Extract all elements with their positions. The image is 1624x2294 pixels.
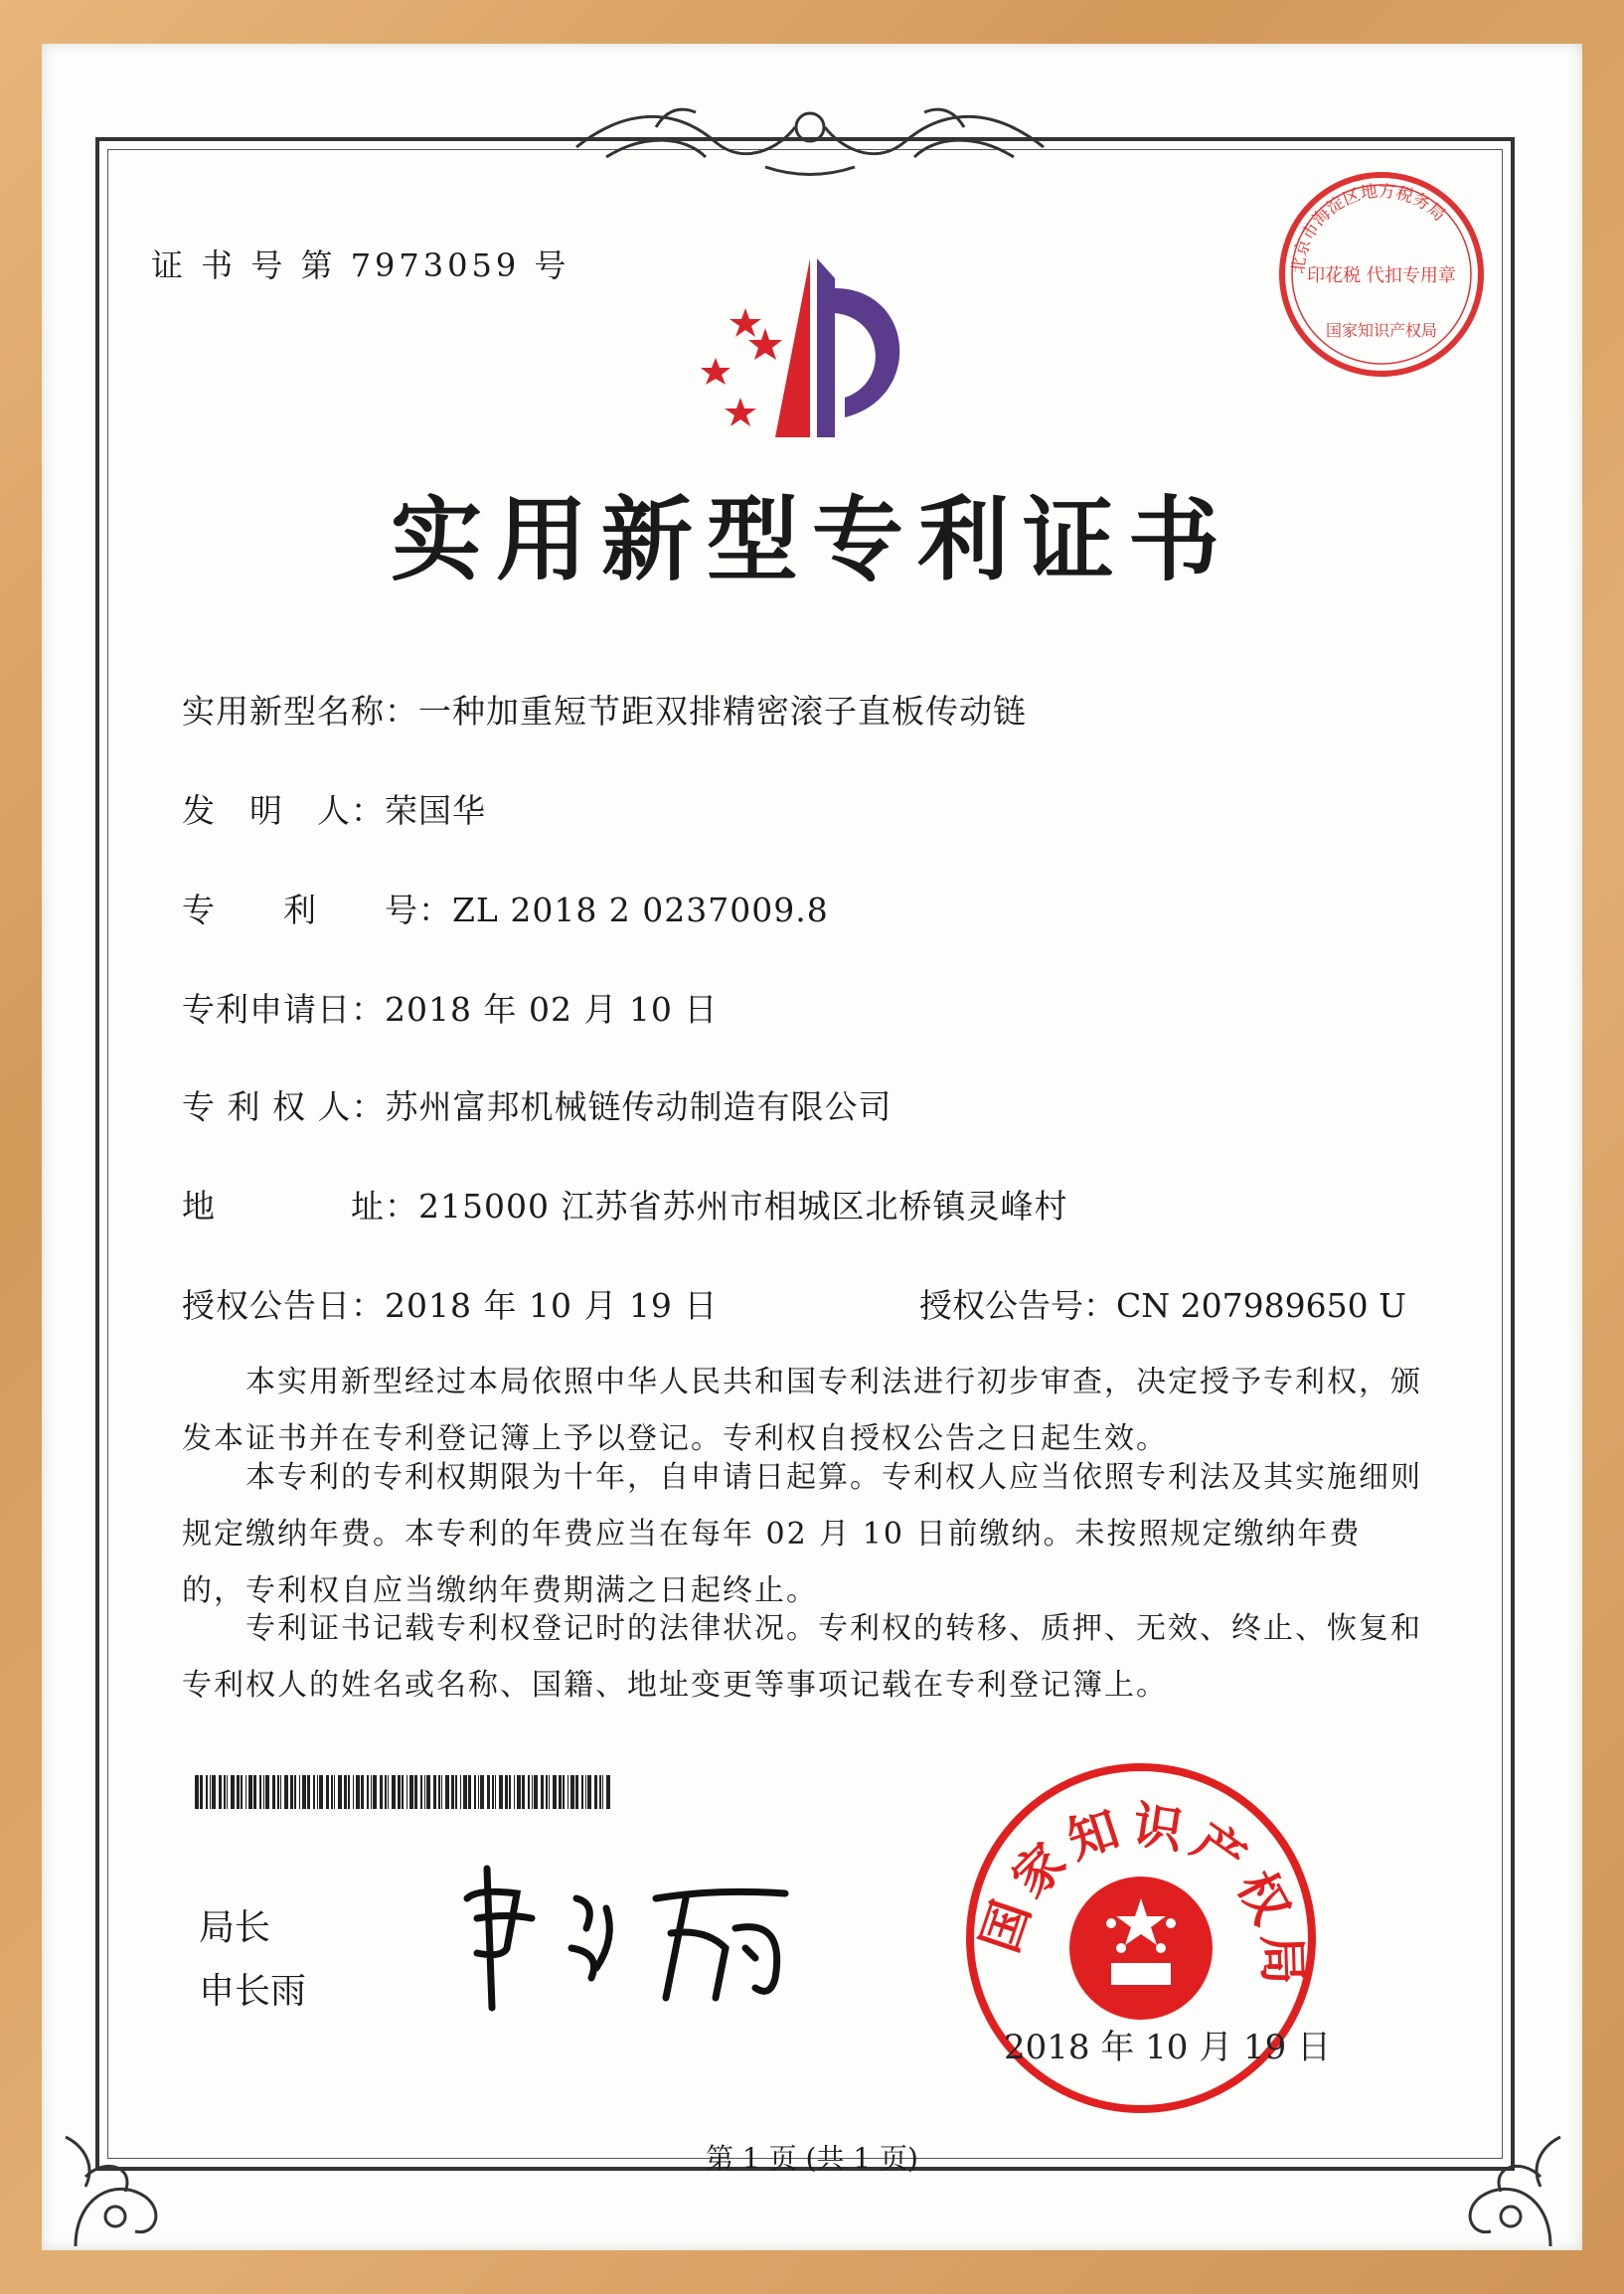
svg-text:印花税 代扣专用章: 印花税 代扣专用章 xyxy=(1307,265,1456,286)
field-address: 地 址：215000 江苏省苏州市相城区北桥镇灵峰村 xyxy=(182,1187,1068,1226)
tax-stamp-seal-icon xyxy=(1274,167,1489,382)
field-utility-model-name: 实用新型名称：一种加重短节距双排精密滚子直板传动链 xyxy=(182,692,1027,731)
svg-text:北京市海淀区地方税务局: 北京市海淀区地方税务局 xyxy=(1288,181,1449,275)
field-patent-number: 专 利 号：ZL 2018 2 0237009.8 xyxy=(182,891,829,929)
director-signature-icon xyxy=(457,1859,815,2038)
director-block xyxy=(199,1896,306,2024)
svg-text:国家知识产权局: 国家知识产权局 xyxy=(969,1794,1313,1994)
director-title: 局长 xyxy=(199,1907,271,1948)
field-inventor: 发 明 人：荣国华 xyxy=(182,791,486,830)
director-name: 申长雨 xyxy=(199,1971,307,2012)
patent-office-logo-icon xyxy=(686,248,944,447)
field-grant-date: 授权公告日：2018 年 10 月 19 日 xyxy=(182,1286,719,1325)
corner-ornament-icon xyxy=(56,2097,215,2256)
top-ornament-icon xyxy=(567,87,1054,187)
paragraph-term: 本专利的专利权期限为十年，自申请日起算。专利权人应当依照专利法及其实施细则规定缴纳年费。本专利的年费应当在每年 02 月 10 日前缴纳。未按照规定缴纳年费的，专利权自应当缴纳年费期满之日起终止。 xyxy=(182,1460,1422,1608)
paragraph-legal-status: 专利证书记载专利权登记时的法律状况。专利权的转移、质押、无效、终止、恢复和专利权人的姓名或名称、国籍、地址变更等事项记载在专利登记簿上。 xyxy=(182,1611,1422,1703)
certificate-number: 证 书 号 第 7973059 号 xyxy=(151,246,570,284)
field-patentee: 专 利 权 人：苏州富邦机械链传动制造有限公司 xyxy=(182,1087,893,1126)
barcode-icon xyxy=(195,1775,612,1809)
page-number: 第 1 页 (共 1 页) xyxy=(706,2142,918,2175)
corner-ornament-icon xyxy=(1411,2097,1570,2256)
seal-date: 2018 年 10 月 19 日 xyxy=(1004,2028,1332,2067)
field-application-date: 专利申请日：2018 年 02 月 10 日 xyxy=(182,990,719,1029)
paragraph-grant: 本实用新型经过本局依照中华人民共和国专利法进行初步审查，决定授予专利权，颁发本证书并在专利登记簿上予以登记。专利权自授权公告之日起生效。 xyxy=(182,1365,1422,1456)
svg-text:国家知识产权局: 国家知识产权局 xyxy=(1325,321,1438,340)
field-publication-number: 授权公告号：CN 207989650 U xyxy=(919,1286,1406,1325)
certificate-title: 实用新型专利证书 xyxy=(390,486,1233,593)
